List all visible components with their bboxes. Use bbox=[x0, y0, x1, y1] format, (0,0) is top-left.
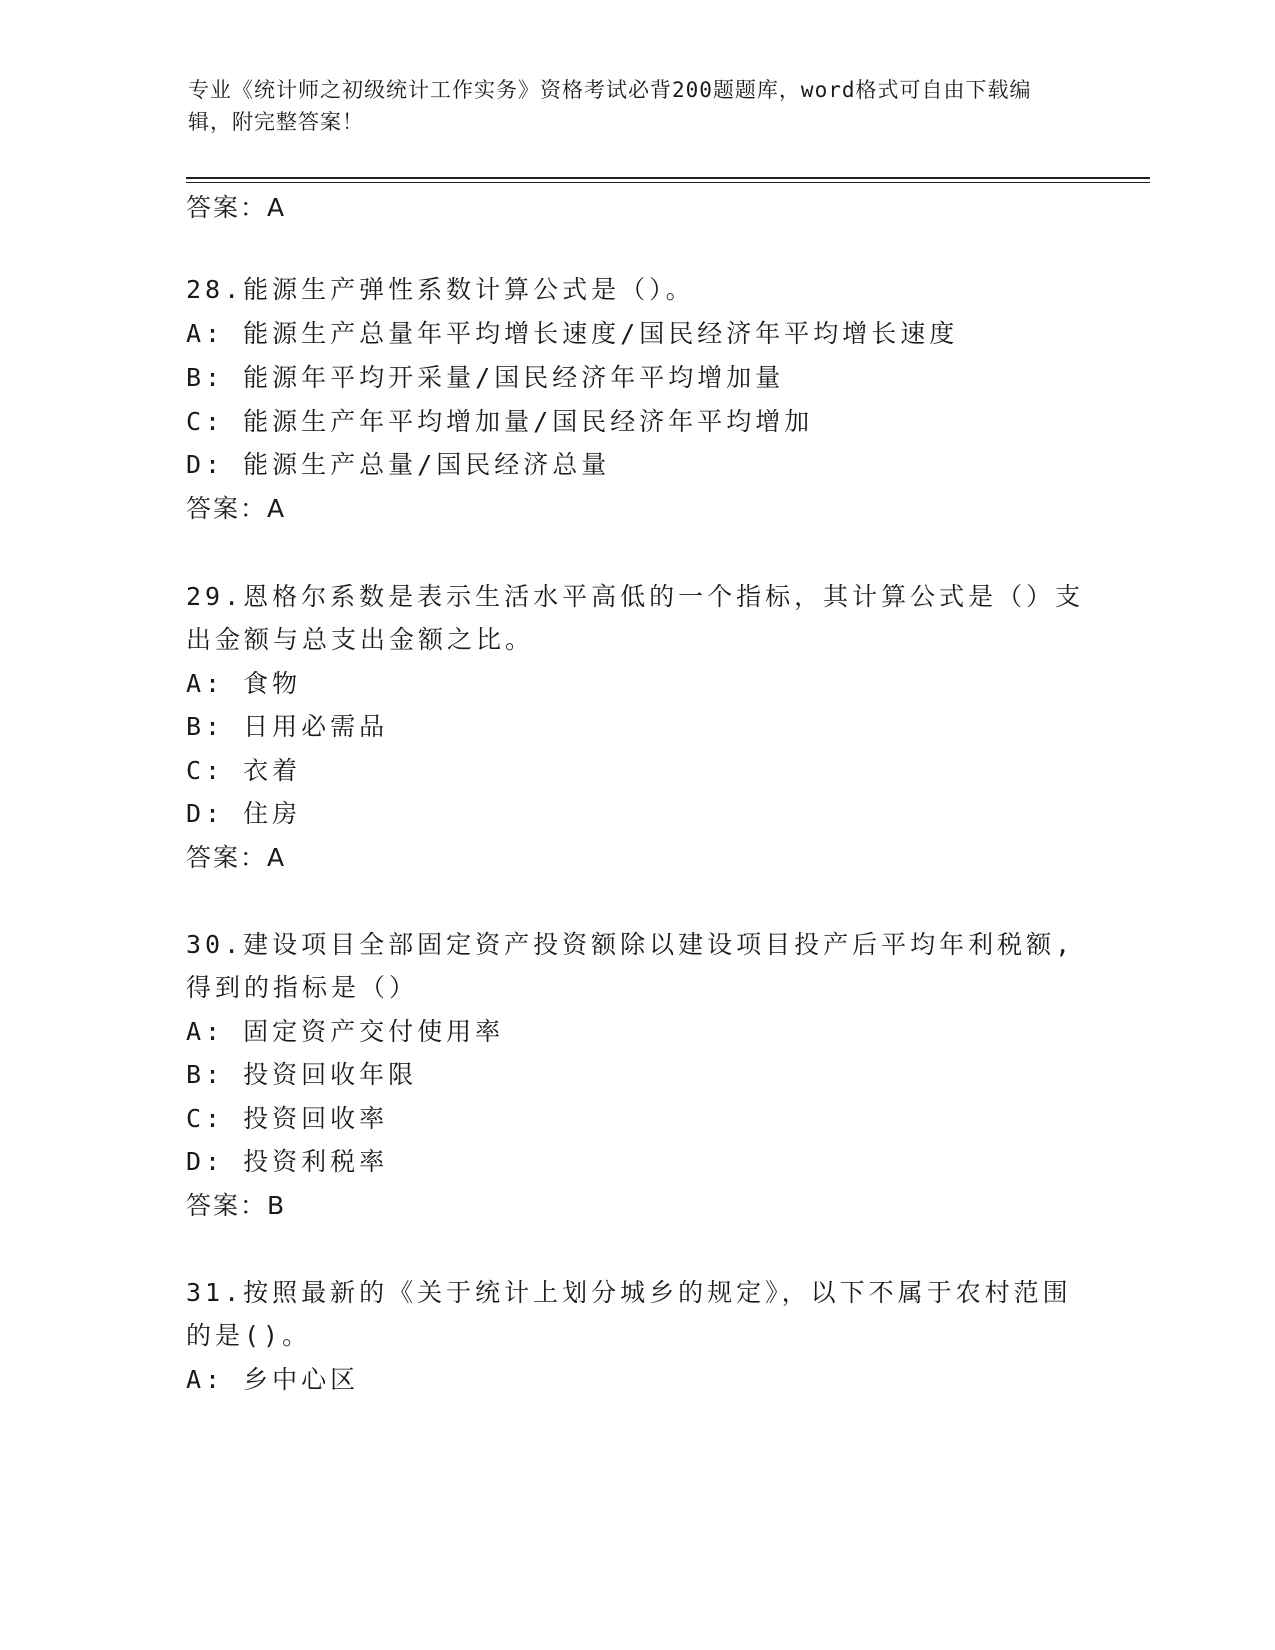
question-30-stem-line1: 30.建设项目全部固定资产投资额除以建设项目投产后平均年利税额, bbox=[186, 930, 1075, 959]
question-30-option-d: D: 投资利税率 bbox=[186, 1147, 389, 1176]
question-28-stem: 28.能源生产弹性系数计算公式是（）。 bbox=[186, 275, 695, 304]
question-28-option-a: A: 能源生产总量年平均增长速度/国民经济年平均增长速度 bbox=[186, 319, 959, 348]
question-28-option-c: C: 能源生产年平均增加量/国民经济年平均增加 bbox=[186, 407, 814, 436]
answer-27: 答案：A bbox=[186, 193, 287, 222]
question-31-stem-line1: 31.按照最新的《关于统计上划分城乡的规定》，以下不属于农村范围 bbox=[186, 1278, 1072, 1307]
question-29-option-c: C: 衣着 bbox=[186, 756, 302, 785]
question-29-stem-line1: 29.恩格尔系数是表示生活水平高低的一个指标，其计算公式是（）支 bbox=[186, 582, 1085, 611]
question-31-stem-line2: 的是()。 bbox=[186, 1321, 312, 1350]
question-29-option-a: A: 食物 bbox=[186, 669, 302, 698]
question-31-option-a: A: 乡中心区 bbox=[186, 1365, 360, 1394]
answer-30: 答案：B bbox=[186, 1191, 287, 1220]
question-28-option-d: D: 能源生产总量/国民经济总量 bbox=[186, 450, 611, 479]
answer-28: 答案：A bbox=[186, 494, 287, 523]
question-29-stem-line2: 出金额与总支出金额之比。 bbox=[186, 625, 535, 654]
question-30-stem-line2: 得到的指标是（） bbox=[186, 973, 419, 1002]
answer-29: 答案：A bbox=[186, 843, 287, 872]
question-29-option-b: B: 日用必需品 bbox=[186, 712, 389, 741]
header-divider-thick bbox=[186, 177, 1150, 179]
document-header: 专业《统计师之初级统计工作实务》资格考试必背200题题库，word格式可自由下载编辑，附完整答案！ bbox=[188, 78, 1032, 134]
question-30-option-c: C: 投资回收率 bbox=[186, 1104, 389, 1133]
question-30-option-a: A: 固定资产交付使用率 bbox=[186, 1017, 505, 1046]
question-28-option-b: B: 能源年平均开采量/国民经济年平均增加量 bbox=[186, 363, 785, 392]
question-30-option-b: B: 投资回收年限 bbox=[186, 1060, 418, 1089]
question-29-option-d: D: 住房 bbox=[186, 799, 302, 828]
header-divider-thin bbox=[186, 182, 1150, 183]
